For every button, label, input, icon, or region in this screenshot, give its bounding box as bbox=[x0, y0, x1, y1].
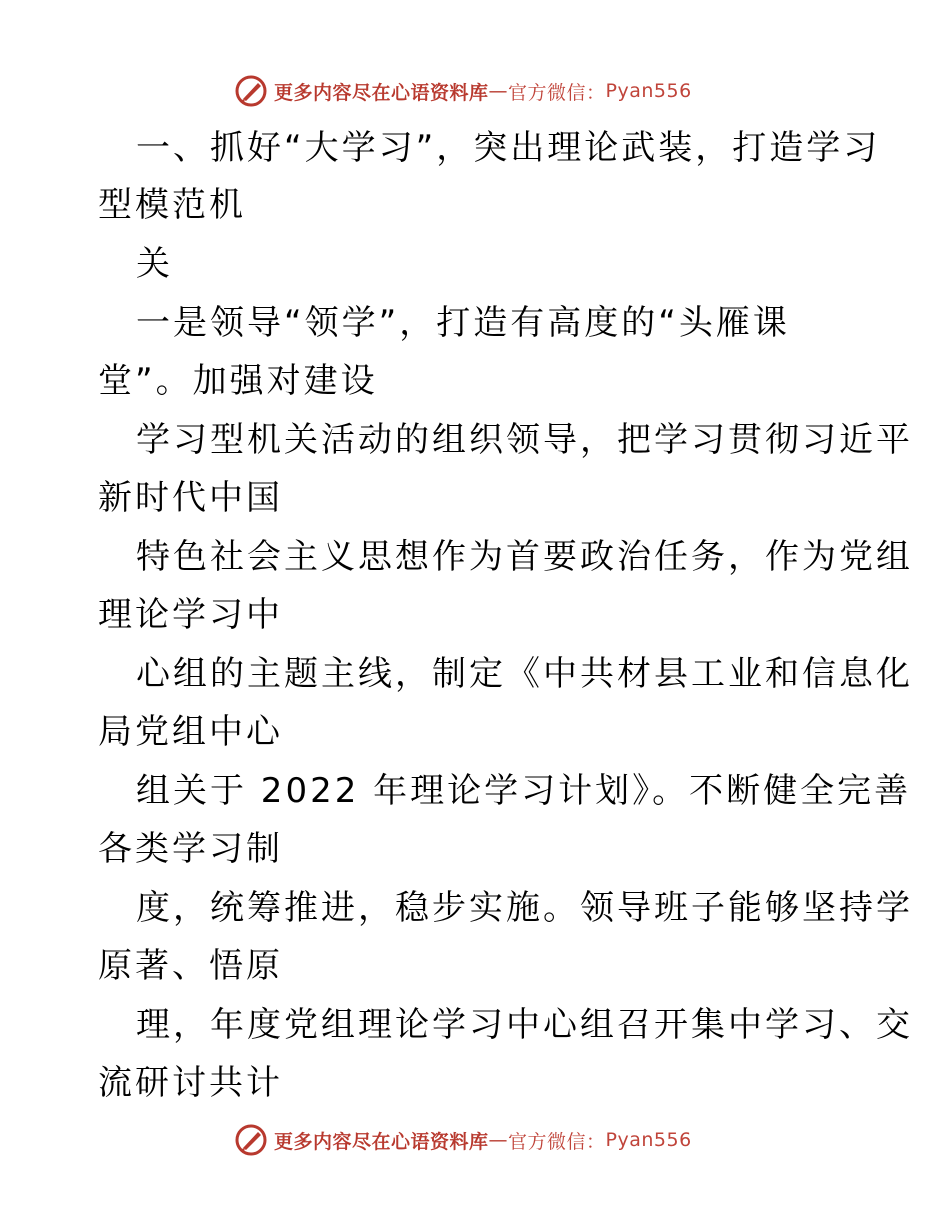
watermark-dash: — bbox=[488, 80, 509, 102]
text-line: 流研讨共计 bbox=[98, 1063, 283, 1103]
watermark-id: Pyan556 bbox=[605, 80, 692, 102]
watermark-id: Pyan556 bbox=[605, 1129, 692, 1151]
text-line: 组关于 2022 年理论学习计划》。不断健全完善 bbox=[136, 771, 912, 811]
text-line: 新时代中国 bbox=[98, 478, 283, 518]
text-line: 理，年度党组理论学习中心组召开集中学习、交 bbox=[136, 1005, 913, 1045]
text-line: 一、抓好“大学习”，突出理论武装，打造学习 bbox=[136, 128, 881, 168]
text-line: 堂”。加强对建设 bbox=[98, 361, 378, 401]
text-line: 心组的主题主线，制定《中共材县工业和信息化 bbox=[136, 654, 913, 694]
watermark-dash: — bbox=[488, 1129, 509, 1151]
watermark-label: 官方微信： bbox=[508, 1130, 606, 1153]
text-line: 型模范机 bbox=[98, 185, 246, 225]
text-line: 关 bbox=[136, 244, 173, 284]
text-line: 特色社会主义思想作为首要政治任务，作为党组 bbox=[136, 537, 913, 577]
watermark-brand: 更多内容尽在心语资料库 bbox=[274, 81, 489, 104]
text-line: 学习型机关活动的组织领导，把学习贯彻习近平 bbox=[136, 420, 913, 460]
watermark-brand: 更多内容尽在心语资料库 bbox=[274, 1130, 489, 1153]
text-line: 一是领导“领学”，打造有高度的“头雁课 bbox=[136, 303, 790, 343]
watermark-footer bbox=[234, 1120, 692, 1160]
text-line: 理论学习中 bbox=[98, 595, 283, 635]
text-line: 度，统筹推进，稳步实施。领导班子能够坚持学 bbox=[136, 888, 913, 928]
watermark-label: 官方微信： bbox=[508, 81, 606, 104]
quill-logo-icon bbox=[234, 1123, 268, 1157]
text-line: 局党组中心 bbox=[98, 712, 283, 752]
text-line: 原著、悟原 bbox=[98, 946, 283, 986]
text-line: 各类学习制 bbox=[98, 829, 283, 869]
